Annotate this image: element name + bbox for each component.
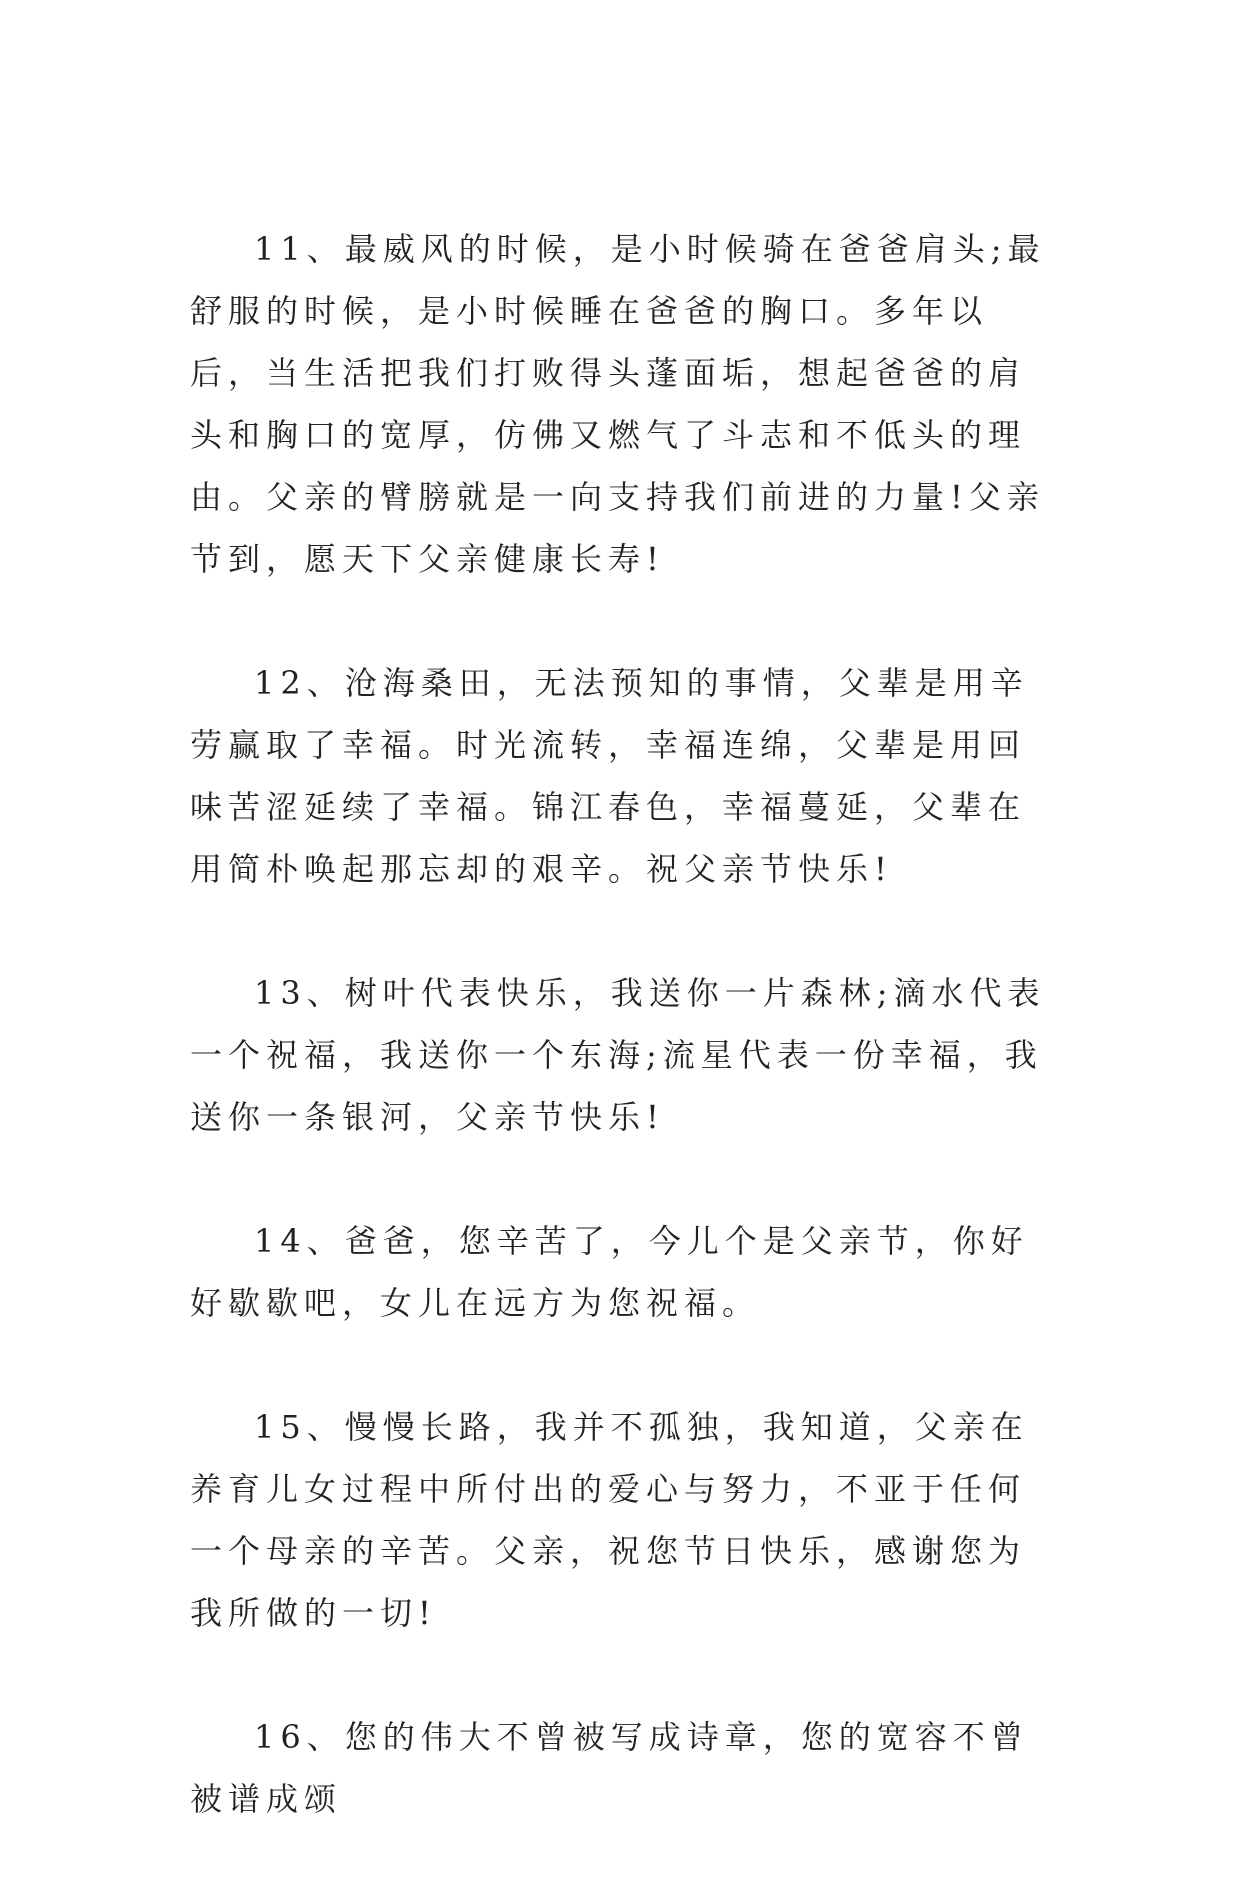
paragraph-12: 12、沧海桑田，无法预知的事情，父辈是用辛劳赢取了幸福。时光流转，幸福连绵，父辈是用回味苦涩延续了幸福。锦江春色，幸福蔓延，父辈在用简朴唤起那忘却的艰辛。祝父亲节快乐!: [190, 664, 1029, 888]
document-page: [190, 218, 1052, 1892]
paragraph-15: 15、慢慢长路，我并不孤独，我知道，父亲在养育儿女过程中所付出的爱心与努力，不亚于任何一个母亲的辛苦。父亲，祝您节日快乐，感谢您为我所做的一切!: [190, 1408, 1029, 1632]
paragraph-11: 11、最威风的时候，是小时候骑在爸爸肩头;最舒服的时候，是小时候睡在爸爸的胸口。多年以后，当生活把我们打败得头蓬面垢，想起爸爸的肩头和胸口的宽厚，仿佛又燃气了斗志和不低头的理由。父亲的臂膀就是一向支持我们前进的力量!父亲节到，愿天下父亲健康长寿!: [190, 230, 1046, 578]
paragraph-16: 16、您的伟大不曾被写成诗章，您的宽容不曾被谱成颂: [190, 1718, 1029, 1818]
paragraph-13: 13、树叶代表快乐，我送你一片森林;滴水代表一个祝福，我送你一个东海;流星代表一份幸福，我送你一条银河，父亲节快乐!: [190, 974, 1046, 1136]
paragraph-14: 14、爸爸，您辛苦了，今儿个是父亲节，你好好歇歇吧，女儿在远方为您祝福。: [190, 1222, 1029, 1322]
